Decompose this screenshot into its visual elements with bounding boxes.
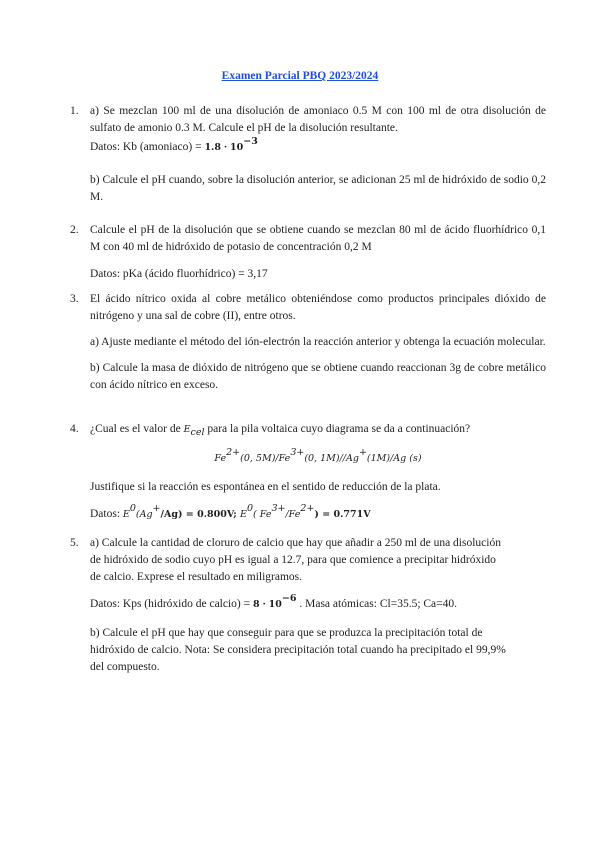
question-5a-text: a) Calcule la cantidad de cloruro de calcio que hay que añadir a 250 ml de una disolución de hidróxido de sodio cuyo pH es igual a 12.7, para que comience a precipitar hidróxido de calcio. Exprese el resultado en miligramos. [90,537,501,583]
question-2-text: Calcule el pH de la disolución que se obtiene cuando se mezclan 80 ml de ácido fluorhídrico 0,1 M con 40 ml de hidróxido de potasio de concentración 0,2 M [90,224,546,253]
question-number: 2. [70,224,79,236]
question-1-data [90,136,546,156]
kps-dot: · [262,599,266,610]
diagram-part-3: (1M)/Ag (s) [366,453,422,464]
question-4-text [90,421,546,438]
cell-diagram [90,447,546,467]
e2-open: ( Fe [253,509,272,520]
q4-datos-label: Datos: [90,508,121,520]
exam-title: Examen Parcial PBQ 2023/2024 [221,70,379,82]
question-number: 5. [70,537,79,549]
atomic-masses: . Masa atómicas: Cl=35.5; Ca=40. [299,598,458,610]
question-2 [70,222,546,283]
diagram-part-2: (0, 1M)//Ag [304,453,359,464]
e1-ag-charge: + [152,503,161,514]
e2-fe2-charge: 2+ [300,503,315,514]
question-2-data: Datos: pKa (ácido fluorhídrico) = 3,17 [90,268,268,280]
e1-value: /Ag) = 0.800V; [160,509,241,520]
kps-label: Datos: Kps (hidróxido de calcio) = [90,598,251,610]
kps-base: 10 [268,599,282,610]
question-5b-text: b) Calcule el pH que hay que conseguir para que se produzca la precipitación total de hidróxido de calcio. Nota: Se considera precipitación total cuando ha precipitado el 99,9% del compuesto. [90,627,506,673]
question-3a-text: a) Ajuste mediante el método del ión-electrón la reacción anterior y obtenga la ecuación molecular. [90,336,546,348]
e2-mid: /Fe [285,509,301,520]
question-1b-text: b) Calcule el pH cuando, sobre la disolución anterior, se adicionan 25 ml de hidróxido de sodio 0,2 M. [90,174,546,203]
question-4 [70,421,546,523]
e2-fe3-charge: 3+ [271,503,286,514]
diagram-fe: Fe [214,453,227,464]
e2-value: ) = 0.771V [314,509,371,520]
question-5-data [90,593,546,613]
e1-superscript: 0 [129,503,136,514]
question-3 [70,291,546,394]
question-5 [70,535,546,676]
diagram-part-1: (0, 5M)/Fe [240,453,291,464]
kb-dot: · [223,142,228,153]
question-3b-text: b) Calcule la masa de dióxido de nitrógeno que se obtiene cuando reaccionan 3g de cobre metálico con ácido nítrico en exceso. [90,362,546,391]
question-number: 3. [70,293,79,305]
kps-mantissa: 8 [252,599,260,610]
kb-label: Datos: Kb (amoniaco) = [90,141,202,153]
question-1a-text: a) Se mezclan 100 ml de una disolución de amoniaco 0.5 M con 100 ml de otra disolución de sulfato de amonio 0.3 M. Calcule el pH de la disolución resultante. [90,105,546,134]
kb-base: 10 [230,142,244,153]
q4-text-post: para la pila voltaica cuyo diagrama se da a continuación? [207,423,471,435]
kb-mantissa: 1.8 [204,142,221,153]
e2-superscript: 0 [246,503,254,514]
question-4-justify: Justifique si la reacción es espontánea en el sentido de reducción de la plata. [90,481,441,493]
kps-exponent: −6 [281,593,297,604]
question-3-text: El ácido nítrico oxida al cobre metálico obteniéndose como productos principales dióxido de nitrógeno y una sal de cobre (II), entre otros. [90,293,546,322]
diagram-fe2-charge: 2+ [226,447,241,458]
question-1 [70,103,546,206]
e1-symbol: E [122,509,130,520]
q4-text-pre: ¿Cual es el valor de [90,423,181,435]
e1-open: (Ag [135,509,153,520]
question-4-data [90,503,546,523]
kb-exponent: −3 [243,136,258,147]
ecel-subscript: cel [190,427,205,438]
e2-symbol: E [240,509,247,520]
diagram-fe3-charge: 3+ [290,447,305,458]
ecel-symbol: E [183,424,191,435]
question-number: 1. [70,105,79,117]
question-number: 4. [70,423,79,435]
diagram-ag-charge: + [358,447,367,458]
